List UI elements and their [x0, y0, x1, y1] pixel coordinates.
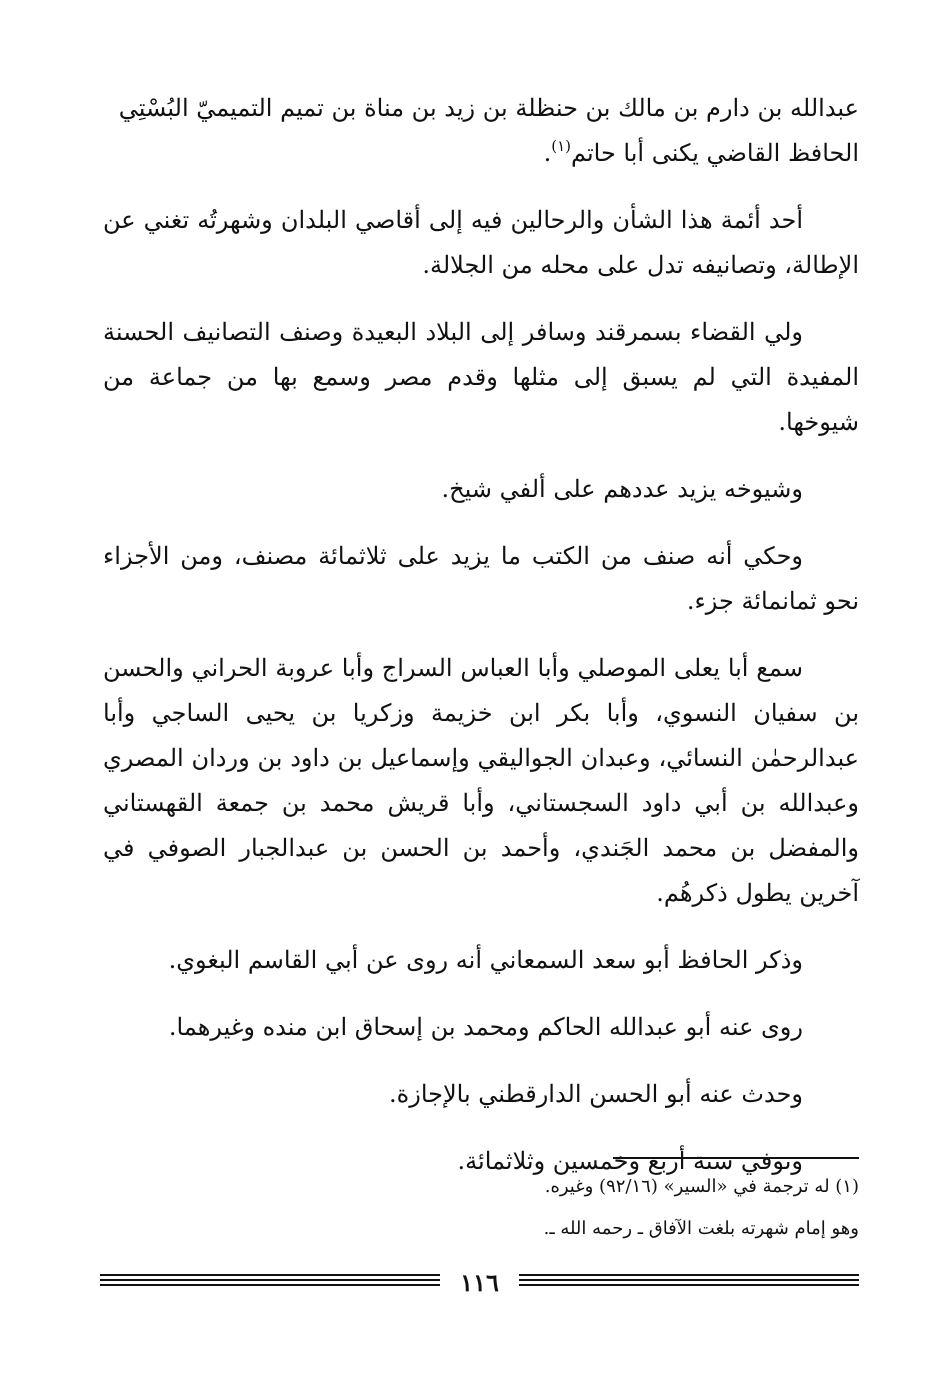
footnote-1-continuation: وهو إمام شهرته بلغت الآفاق ـ رحمه الله ـ.	[543, 1218, 859, 1239]
paragraph-5: وحكي أنه صنف من الكتب ما يزيد على ثلاثمائة مصنف، ومن الأجزاء نحو ثمانمائة جزء.	[103, 542, 859, 615]
footer-rule-right	[519, 1274, 859, 1292]
paragraph-1	[103, 86, 859, 176]
page-footer	[100, 1268, 859, 1298]
page-number: ١١٦	[460, 1268, 499, 1297]
paragraph-1-line-1: عبدالله بن دارم بن مالك بن حنظلة بن زيد بن مناة بن تميم التميميّ البُسْتِي	[118, 94, 859, 122]
paragraph-3: ولي القضاء بسمرقند وسافر إلى البلاد البعيدة وصنف التصانيف الحسنة المفيدة التي لم يسبق إلى مثلها وقدم مصر وسمع بها من جماعة من شيوخها.	[103, 318, 859, 436]
paragraph-2: أحد أئمة هذا الشأن والرحالين فيه إلى أقاصي البلدان وشهرتُه تغني عن الإطالة، وتصانيفه تدل على محله من الجلالة.	[103, 206, 859, 279]
paragraph-4: وشيوخه يزيد عددهم على ألفي شيخ.	[441, 475, 803, 503]
footer-rule-left	[100, 1274, 440, 1292]
paragraph-1-line-2: الحافظ القاضي يكنى أبا حاتم	[570, 139, 859, 167]
paragraph-6: سمع أبا يعلى الموصلي وأبا العباس السراج وأبا عروبة الحراني والحسن بن سفيان النسوي، وأبا بكر ابن خزيمة وزكريا بن يحيى الساجي وأبا عبدالرحمٰن النسائي، وعبدان الجواليقي وإسماعيل بن داود بن وردان المصري وعبدالله بن أبي داود السجستاني، وأبا قريش محمد بن جمعة القهستاني والمفضل بن محمد الجَندي، وأحمد بن الحسن بن عبدالجبار الصوفي في آخرين يطول ذكرهُم.	[103, 654, 859, 907]
paragraph-1-ending: .	[543, 139, 552, 167]
paragraph-8: روى عنه أبو عبدالله الحاكم ومحمد بن إسحاق ابن منده وغيرهما.	[168, 1013, 803, 1041]
footnote-reference[interactable]: (١)	[551, 137, 571, 155]
paragraph-7: وذكر الحافظ أبو سعد السمعاني أنه روى عن أبي القاسم البغوي.	[168, 946, 803, 974]
footnote-separator	[613, 1157, 859, 1159]
footnotes	[300, 1166, 859, 1250]
paragraph-10: وتوفي سنة أربع وخمسين وثلاثمائة.	[457, 1147, 803, 1175]
main-text	[103, 86, 859, 1206]
footnote-1: (١) له ترجمة في «السير» (٩٢/١٦) وغيره.	[544, 1176, 859, 1197]
paragraph-9: وحدث عنه أبو الحسن الدارقطني بالإجازة.	[389, 1080, 803, 1108]
